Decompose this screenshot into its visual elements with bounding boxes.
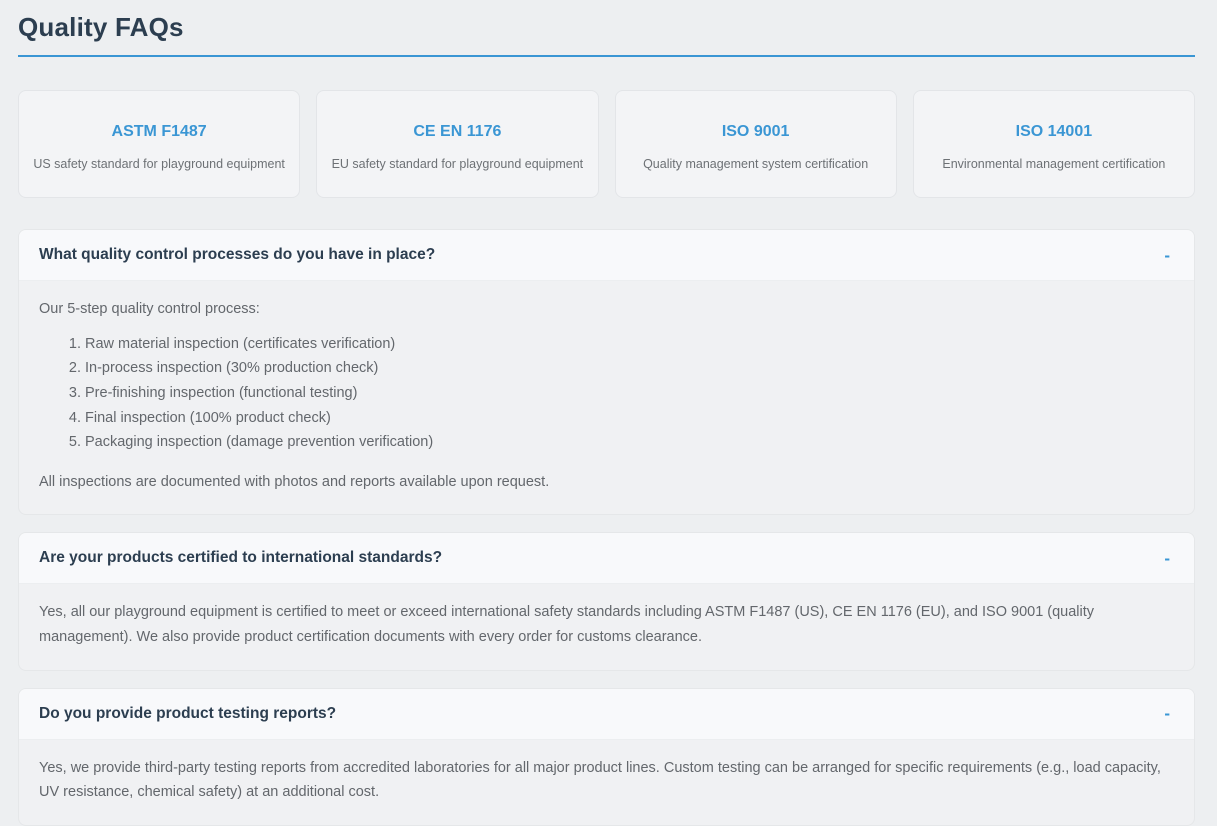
cert-description: Environmental management certification bbox=[942, 157, 1166, 171]
faq-item-international-standards bbox=[18, 532, 1195, 670]
faq-header-international-standards[interactable] bbox=[19, 533, 1194, 584]
faq-answer-body bbox=[19, 740, 1194, 825]
faq-answer-body bbox=[19, 584, 1194, 669]
faq-header-quality-control[interactable] bbox=[19, 230, 1194, 281]
faq-question: What quality control processes do you have in place? bbox=[39, 246, 436, 263]
list-item: 2. In-process inspection (30% production check) bbox=[85, 356, 1174, 381]
faq-question: Do you provide product testing reports? bbox=[39, 704, 337, 722]
faq-answer-outro: All inspections are documented with photos and reports available upon request. bbox=[39, 473, 550, 490]
cert-name: ISO 14001 bbox=[1015, 123, 1093, 140]
cert-description: EU safety standard for playground equipment bbox=[331, 157, 584, 171]
cert-description: US safety standard for playground equipment bbox=[33, 157, 285, 171]
cert-name: CE EN 1176 bbox=[413, 123, 502, 140]
list-item: 3. Pre-finishing inspection (functional testing) bbox=[85, 381, 1174, 406]
list-item: 5. Packaging inspection (damage prevention verification) bbox=[85, 430, 1174, 455]
cert-card-ce-en-1176 bbox=[316, 90, 598, 198]
faq-answer-intro: Our 5-step quality control process: bbox=[39, 301, 260, 317]
faq-answer-text: Yes, we provide third-party testing reports from accredited laboratories for all major product lines. Custom testing can be arranged for specific requirements (e.g., load capacity, UV resistance, chemical safety) at an additional cost. bbox=[39, 759, 1161, 801]
list-item: 4. Final inspection (100% product check) bbox=[85, 406, 1174, 431]
cert-card-iso-9001 bbox=[615, 90, 897, 198]
cert-description: Quality management system certification bbox=[643, 157, 869, 171]
cert-name: ISO 9001 bbox=[721, 123, 790, 140]
cert-name: ASTM F1487 bbox=[111, 123, 207, 140]
certification-cards bbox=[18, 90, 1195, 198]
collapse-minus-icon[interactable]: - bbox=[1164, 245, 1170, 265]
cert-card-astm-f1487 bbox=[18, 90, 300, 198]
faq-item-quality-control bbox=[18, 229, 1195, 515]
faq-answer-body bbox=[19, 281, 1194, 514]
collapse-minus-icon[interactable]: - bbox=[1164, 704, 1170, 724]
faq-question: Are your products certified to international standards? bbox=[39, 549, 443, 567]
collapse-minus-icon[interactable]: - bbox=[1164, 548, 1170, 568]
faq-item-testing-reports bbox=[18, 688, 1195, 826]
faq-header-testing-reports[interactable] bbox=[19, 689, 1194, 740]
list-item: 1. Raw material inspection (certificates verification) bbox=[85, 332, 1174, 357]
cert-card-iso-14001 bbox=[913, 90, 1195, 198]
page-title: Quality FAQs bbox=[18, 12, 1195, 57]
faq-answer-text: Yes, all our playground equipment is certified to meet or exceed international safety standards including ASTM F1487 (US), CE EN 1176 (EU), and ISO 9001 (quality management). We also provide product certification documents with every order for customs clearance. bbox=[39, 604, 1095, 646]
quality-control-steps-list bbox=[39, 332, 1174, 455]
